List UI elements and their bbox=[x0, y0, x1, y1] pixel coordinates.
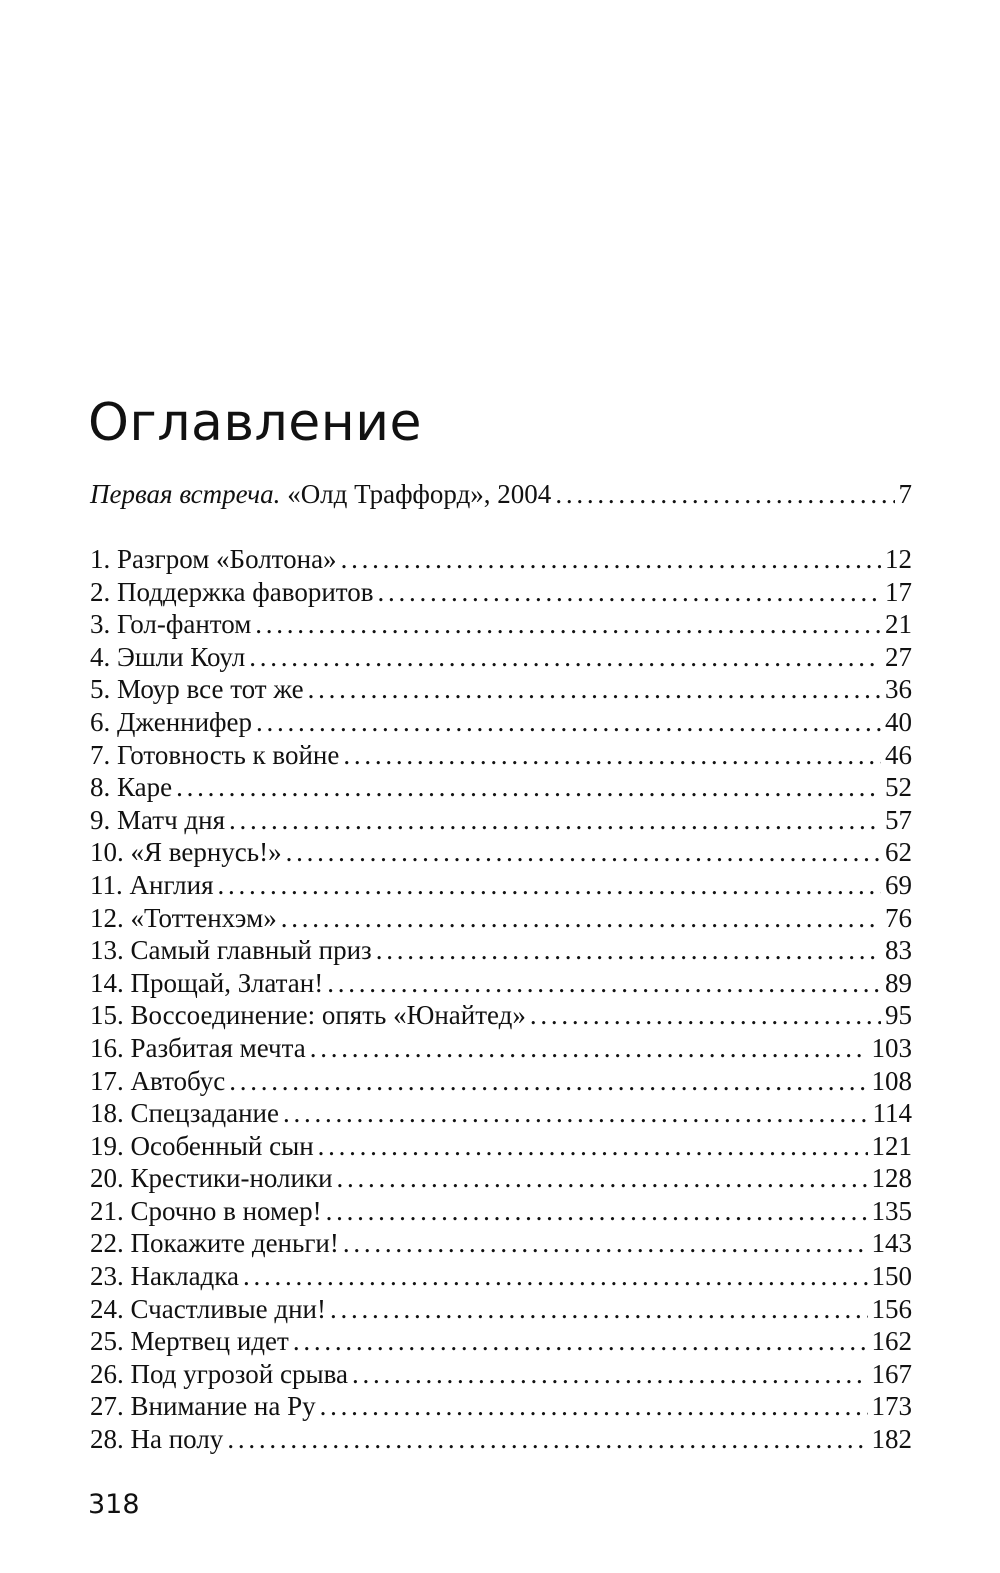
toc-entry-label: 3. Гол-фантом bbox=[90, 609, 252, 640]
toc-entry-page: 12 bbox=[885, 544, 912, 574]
toc-entry[interactable] bbox=[90, 1032, 912, 1065]
toc-entry-page: 103 bbox=[871, 1032, 912, 1063]
toc-entry-page: 83 bbox=[885, 935, 912, 966]
toc-entry[interactable] bbox=[90, 1130, 912, 1163]
toc-entry[interactable] bbox=[90, 1325, 912, 1358]
dot-leader bbox=[343, 739, 881, 772]
dot-leader bbox=[249, 641, 881, 674]
toc-entry[interactable] bbox=[90, 543, 912, 576]
dot-leader bbox=[327, 967, 881, 1000]
toc-entry[interactable] bbox=[90, 1195, 912, 1228]
toc-entry-page: 114 bbox=[872, 1098, 912, 1129]
dot-leader bbox=[229, 1065, 867, 1098]
toc-entry-page: 27 bbox=[885, 641, 912, 672]
dot-leader bbox=[227, 1423, 867, 1456]
toc-entry-label bbox=[90, 478, 551, 511]
toc-list bbox=[90, 543, 912, 1456]
toc-entry-label: 12. «Тоттенхэм» bbox=[90, 902, 277, 933]
dot-leader bbox=[320, 1390, 868, 1423]
toc-entry-label: 4. Эшли Коул bbox=[90, 641, 246, 672]
toc-entry[interactable] bbox=[90, 608, 912, 641]
page-number: 318 bbox=[88, 1489, 140, 1520]
toc-entry-label: 16. Разбитая мечта bbox=[90, 1032, 306, 1063]
toc-entry-label: 14. Прощай, Златан! bbox=[90, 967, 324, 998]
toc-entry-page: 46 bbox=[885, 739, 912, 770]
toc-intro bbox=[90, 478, 912, 511]
toc-entry-label-italic: Первая встреча. bbox=[90, 479, 281, 509]
toc-entry-label: 10. «Я вернусь!» bbox=[90, 837, 282, 868]
toc-entry-page: 40 bbox=[885, 706, 912, 737]
toc-entry-page: 36 bbox=[885, 674, 912, 705]
toc-entry-label: 13. Самый главный приз bbox=[90, 935, 372, 966]
toc-entry-page: 69 bbox=[885, 869, 912, 900]
toc-entry-page: 182 bbox=[871, 1424, 912, 1455]
toc-entry-label: 28. На полу bbox=[90, 1424, 224, 1455]
toc-entry[interactable] bbox=[90, 1423, 912, 1456]
toc-entry[interactable] bbox=[90, 1293, 912, 1326]
toc-entry-page: 167 bbox=[871, 1358, 912, 1389]
toc-entry-label: 25. Мертвец идет bbox=[90, 1326, 289, 1357]
toc-entry[interactable] bbox=[90, 1065, 912, 1098]
toc-entry[interactable] bbox=[90, 1390, 912, 1423]
toc-entry-label: 18. Спецзадание bbox=[90, 1098, 279, 1129]
toc-entry[interactable] bbox=[90, 1227, 912, 1260]
toc-entry-label: 26. Под угрозой срыва bbox=[90, 1358, 348, 1389]
toc-entry[interactable] bbox=[90, 739, 912, 772]
toc-entry[interactable] bbox=[90, 934, 912, 967]
toc-entry[interactable] bbox=[90, 869, 912, 902]
toc-entry[interactable] bbox=[90, 1358, 912, 1391]
toc-entry-label: 8. Каре bbox=[90, 772, 173, 803]
toc-entry[interactable] bbox=[90, 576, 912, 609]
dot-leader bbox=[337, 1162, 868, 1195]
toc-entry-page: 143 bbox=[871, 1228, 912, 1259]
dot-leader bbox=[256, 706, 881, 739]
dot-leader bbox=[341, 543, 881, 576]
toc-entry-page: 128 bbox=[871, 1163, 912, 1194]
toc-entry-page: 173 bbox=[871, 1391, 912, 1422]
toc-entry[interactable] bbox=[90, 804, 912, 837]
dot-leader bbox=[530, 999, 881, 1032]
toc-entry-label: 23. Накладка bbox=[90, 1261, 239, 1292]
dot-leader bbox=[376, 934, 881, 967]
toc-entry[interactable] bbox=[90, 673, 912, 706]
toc-entry-label: 20. Крестики-нолики bbox=[90, 1163, 333, 1194]
dot-leader bbox=[283, 1097, 869, 1130]
toc-entry[interactable] bbox=[90, 771, 912, 804]
toc-entry-page: 150 bbox=[871, 1261, 912, 1292]
toc-entry-page: 162 bbox=[871, 1326, 912, 1357]
toc-entry-label: 27. Внимание на Ру bbox=[90, 1391, 316, 1422]
toc-entry-label: 22. Покажите деньги! bbox=[90, 1228, 339, 1259]
dot-leader bbox=[308, 673, 881, 706]
toc-entry-page: 121 bbox=[871, 1130, 912, 1161]
toc-entry-label: 9. Матч дня bbox=[90, 804, 226, 835]
toc-entry-page: 57 bbox=[885, 804, 912, 835]
dot-leader bbox=[377, 576, 881, 609]
toc-entry-page: 108 bbox=[871, 1065, 912, 1096]
toc-entry-label: 17. Автобус bbox=[90, 1065, 226, 1096]
toc-entry[interactable] bbox=[90, 706, 912, 739]
toc-entry[interactable] bbox=[90, 1260, 912, 1293]
toc-entry-label: 21. Срочно в номер! bbox=[90, 1195, 322, 1226]
toc-entry-label: 7. Готовность к войне bbox=[90, 739, 340, 770]
dot-leader bbox=[281, 902, 881, 935]
dot-leader bbox=[343, 1227, 868, 1260]
toc-entry-page: 135 bbox=[871, 1195, 912, 1226]
toc-entry-label: 15. Воссоединение: опять «Юнайтед» bbox=[90, 1000, 526, 1031]
toc-entry-page: 21 bbox=[885, 609, 912, 640]
dot-leader bbox=[318, 1130, 868, 1163]
toc-entry[interactable] bbox=[90, 836, 912, 869]
toc-entry-label: 5. Моур все тот же bbox=[90, 674, 304, 705]
toc-entry-label: 1. Разгром «Болтона» bbox=[90, 544, 337, 574]
dot-leader bbox=[255, 608, 881, 641]
dot-leader bbox=[176, 771, 881, 804]
dot-leader bbox=[555, 478, 894, 511]
dot-leader bbox=[293, 1325, 868, 1358]
toc-entry-label: 6. Дженнифер bbox=[90, 706, 253, 737]
page-title: Оглавление bbox=[88, 393, 423, 453]
toc-entry-page: 95 bbox=[885, 1000, 912, 1031]
toc-entry-label-rest: «Олд Траффорд», 2004 bbox=[280, 479, 552, 509]
dot-leader bbox=[352, 1358, 868, 1391]
toc-entry-page: 76 bbox=[885, 902, 912, 933]
dot-leader bbox=[326, 1195, 868, 1228]
toc-entry-page: 7 bbox=[898, 479, 912, 509]
dot-leader bbox=[330, 1293, 868, 1326]
toc-entry-page: 156 bbox=[871, 1293, 912, 1324]
toc-entry-page: 89 bbox=[885, 967, 912, 998]
dot-leader bbox=[286, 836, 881, 869]
toc-entry[interactable] bbox=[90, 641, 912, 674]
dot-leader bbox=[310, 1032, 868, 1065]
dot-leader bbox=[218, 869, 882, 902]
toc-entry[interactable] bbox=[90, 902, 912, 935]
toc-entry[interactable] bbox=[90, 1162, 912, 1195]
toc-entry[interactable] bbox=[90, 967, 912, 1000]
toc-entry-label: 11. Англия bbox=[90, 869, 214, 900]
toc-entry-label: 19. Особенный сын bbox=[90, 1130, 314, 1161]
toc-entry-page: 52 bbox=[885, 772, 912, 803]
toc-entry-label: 2. Поддержка фаворитов bbox=[90, 576, 374, 607]
toc-entry-label: 24. Счастливые дни! bbox=[90, 1293, 326, 1324]
dot-leader bbox=[229, 804, 881, 837]
toc-entry-page: 17 bbox=[885, 576, 912, 607]
toc-entry-intro[interactable] bbox=[90, 478, 912, 511]
dot-leader bbox=[243, 1260, 868, 1293]
toc-entry[interactable] bbox=[90, 999, 912, 1032]
toc-entry-page: 62 bbox=[885, 837, 912, 868]
toc-entry[interactable] bbox=[90, 1097, 912, 1130]
